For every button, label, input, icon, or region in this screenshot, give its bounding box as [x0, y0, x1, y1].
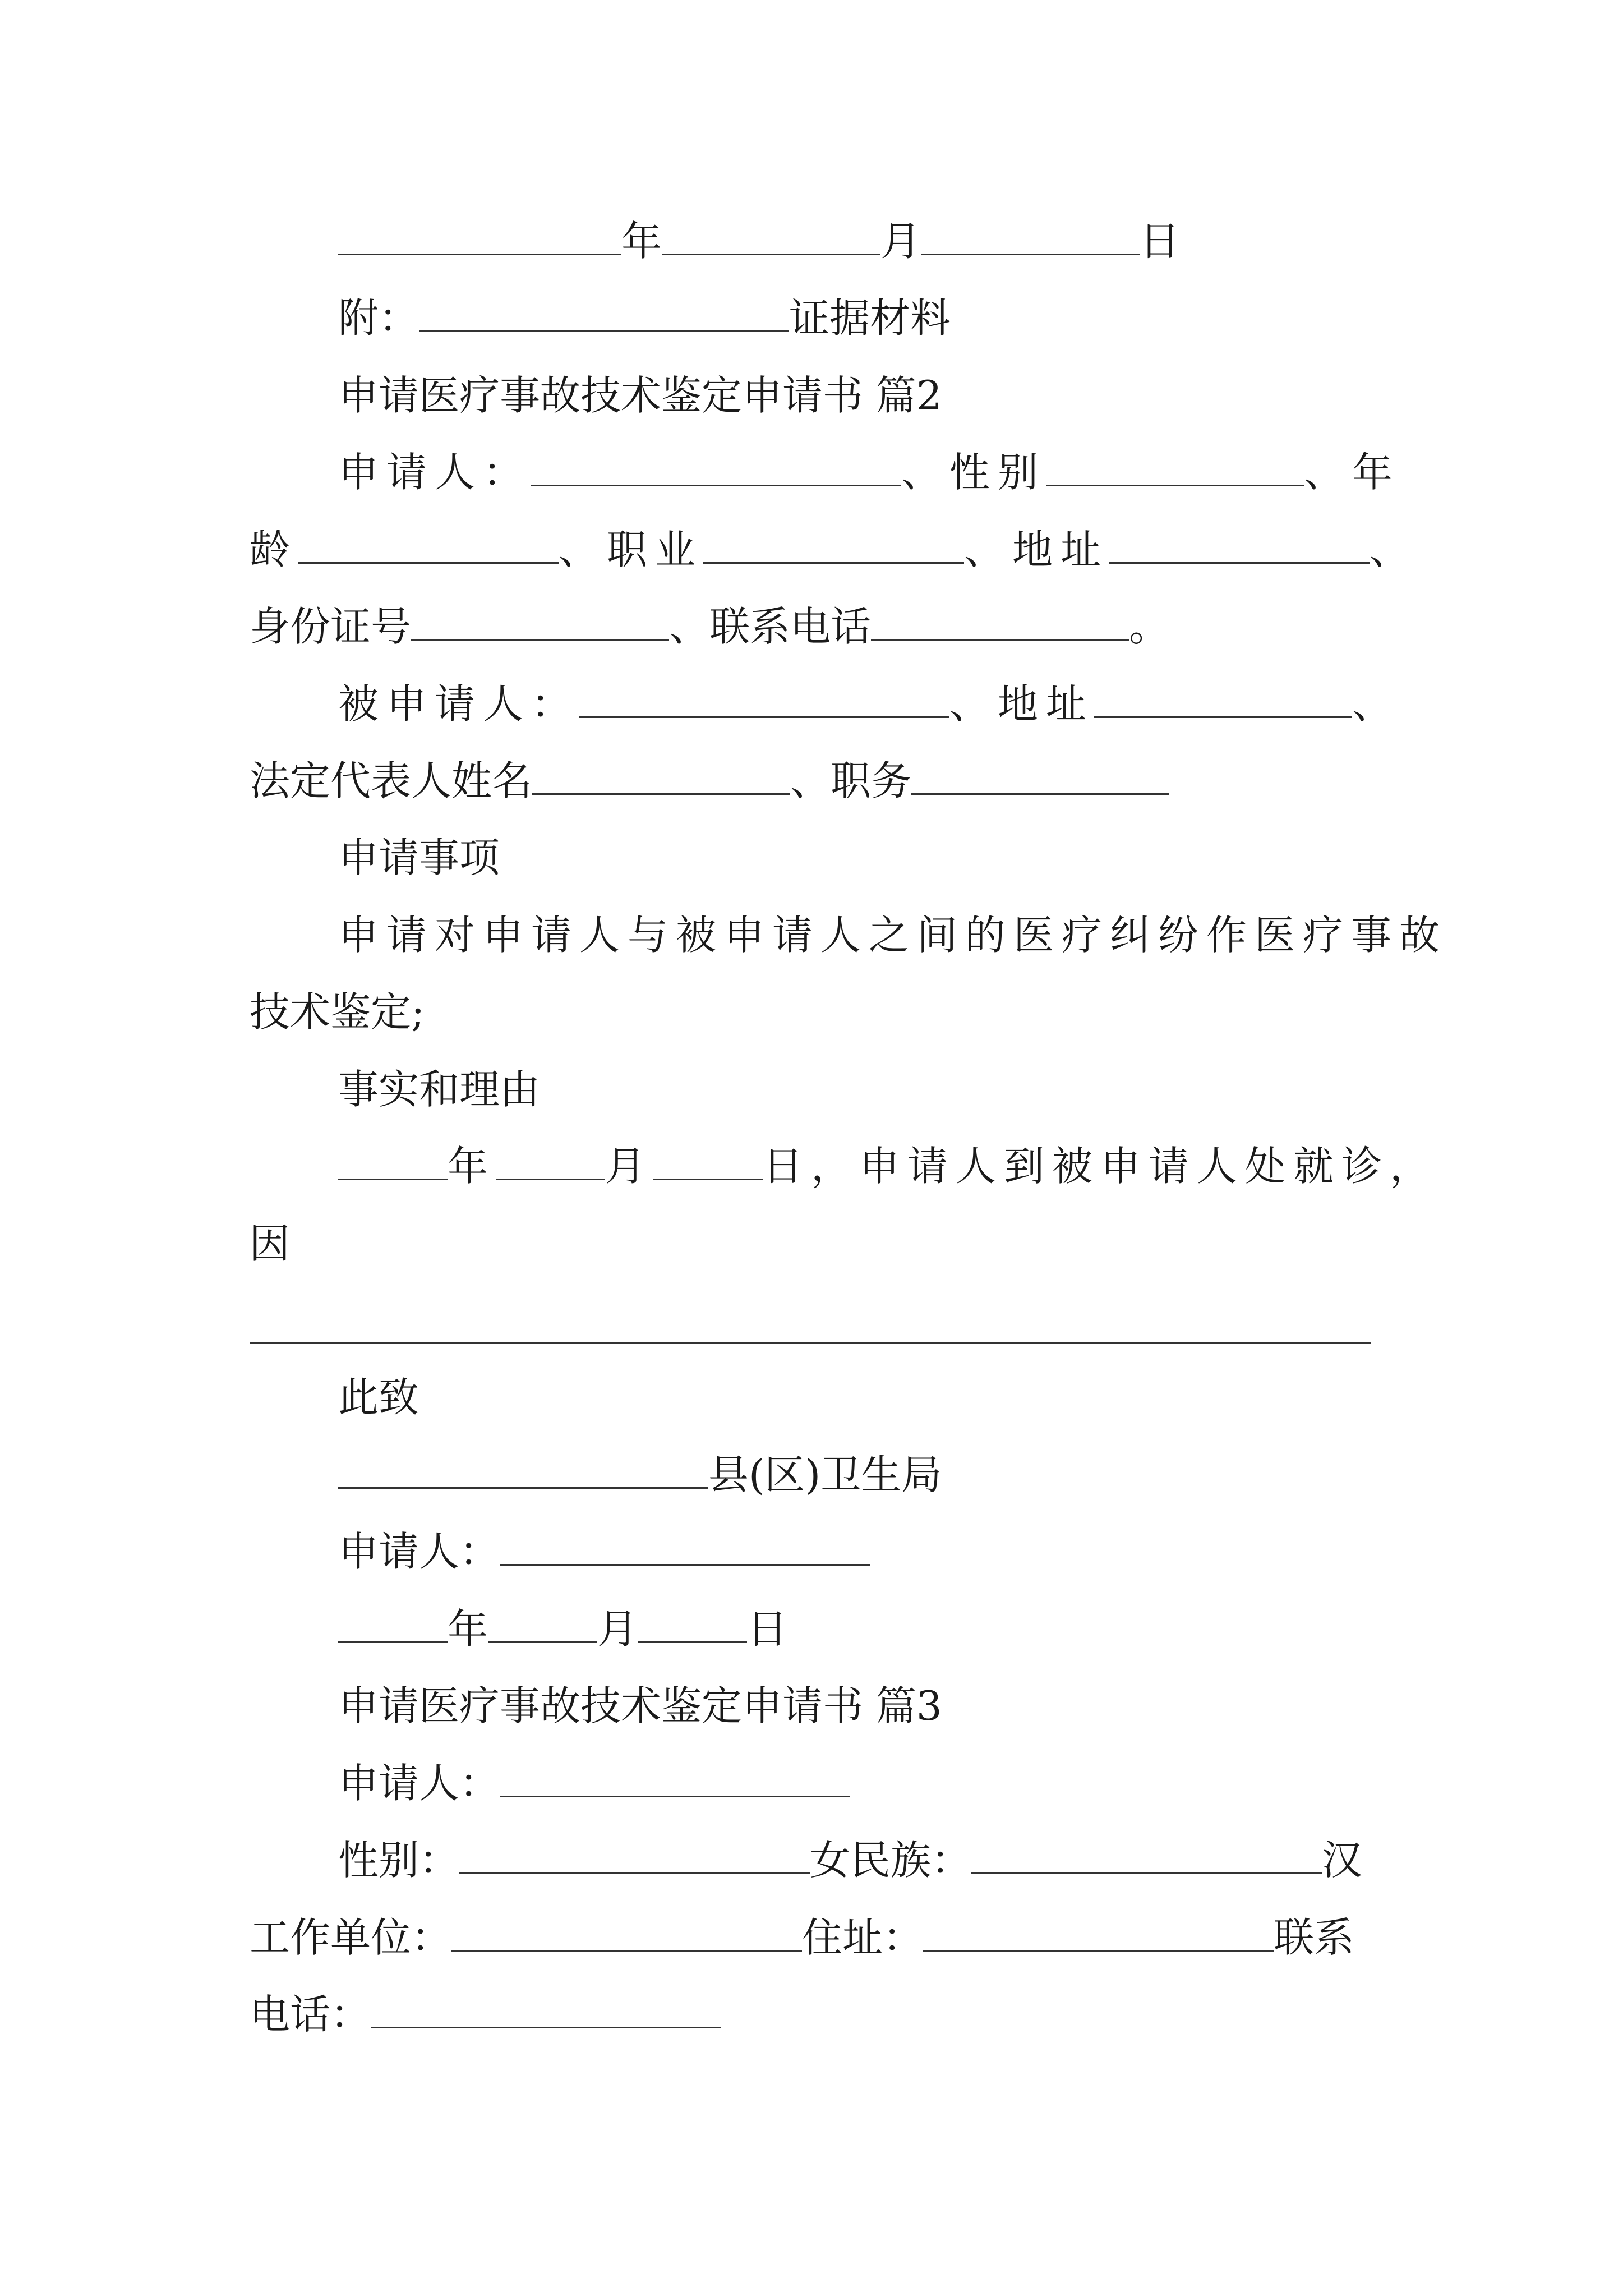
bureau-label: 县(区)卫生局: [708, 1451, 942, 1498]
address-comma: 、: [1370, 526, 1418, 573]
id-phone-line: [0, 596, 1169, 657]
section3-phone-label: 电话：: [250, 1991, 371, 2038]
applicant-label: 申请人：: [338, 449, 532, 496]
month-blank[interactable]: [662, 220, 880, 255]
section3-title: 申请医疗事故技术鉴定申请书 篇3: [338, 1682, 942, 1729]
sign-blank[interactable]: [500, 1530, 870, 1566]
section3-applicant-line: [0, 1752, 850, 1814]
sign-line: [0, 1521, 870, 1582]
respondent-address-label: 、地址: [949, 680, 1095, 728]
id-blank[interactable]: [411, 605, 669, 641]
section3-gender-blank[interactable]: [459, 1839, 810, 1874]
matters-text-line1: 申请对申请人与被申请人之间的医疗纠纷作医疗事故: [338, 912, 1448, 959]
section3-work-line: [0, 1907, 1354, 1968]
section3-contact-label-start: 联系: [1274, 1914, 1355, 1961]
year-label: 年: [621, 218, 662, 265]
month-label: 月: [880, 218, 921, 265]
id-label: 身份证号: [250, 603, 412, 650]
attachment-line: [0, 287, 951, 349]
position-label: 、职务: [790, 757, 912, 804]
phone-label: 、联系电话: [669, 603, 872, 650]
facts-month-blank[interactable]: [496, 1145, 605, 1180]
sign-day-label: 日: [747, 1605, 788, 1653]
section3-gender-label: 性别：: [338, 1837, 460, 1884]
matters-heading: 申请事项: [338, 834, 500, 881]
facts-year-label: 年: [448, 1143, 496, 1190]
phone-blank[interactable]: [871, 605, 1129, 641]
sign-day-blank[interactable]: [638, 1608, 747, 1643]
facts-cause: 因: [250, 1220, 291, 1267]
attachment-prefix: 附：: [338, 295, 419, 342]
date-line: [0, 210, 1180, 272]
section3-address-label: 住址：: [802, 1914, 924, 1961]
legal-rep-line: [0, 750, 1169, 812]
attachment-blank[interactable]: [419, 297, 789, 332]
section3-phone-line: [0, 1984, 721, 2045]
section3-applicant-blank[interactable]: [500, 1762, 850, 1797]
facts-day-blank[interactable]: [653, 1145, 763, 1180]
age-blank[interactable]: [298, 528, 559, 564]
respondent-label: 被申请人：: [338, 680, 580, 728]
age-label-end: 龄: [250, 526, 298, 573]
section3-ethnicity-label: 女民族：: [810, 1837, 972, 1884]
facts-blank-rule[interactable]: [250, 1342, 1371, 1344]
closing: 此致: [338, 1374, 419, 1421]
facts-year-blank[interactable]: [338, 1145, 448, 1180]
address-label: 、地址: [964, 526, 1109, 573]
section3-work-blank[interactable]: [451, 1916, 802, 1952]
day-label: 日: [1140, 218, 1181, 265]
sign-year-label: 年: [448, 1605, 488, 1653]
applicant-name-blank[interactable]: [531, 451, 901, 486]
occupation-label: 、职业: [559, 526, 704, 573]
section3-address-blank[interactable]: [923, 1916, 1274, 1952]
facts-day-text: 日，申请人到被申请人处就诊，: [763, 1143, 1438, 1190]
section3-ethnicity-value: 汉: [1322, 1837, 1363, 1884]
sign-month-blank[interactable]: [488, 1608, 597, 1643]
sign-month-label: 月: [597, 1605, 638, 1653]
section3-work-label: 工作单位：: [250, 1914, 452, 1961]
address-blank[interactable]: [1109, 528, 1370, 564]
year-blank[interactable]: [338, 220, 621, 255]
period: 。: [1129, 603, 1170, 650]
bureau-line: [0, 1444, 942, 1506]
position-blank[interactable]: [911, 760, 1169, 795]
respondent-line: [0, 673, 1400, 735]
respondent-address-blank[interactable]: [1094, 683, 1352, 718]
sign-label: 申请人：: [338, 1528, 500, 1575]
section2-title: 申请医疗事故技术鉴定申请书 篇2: [338, 372, 942, 419]
gender-label: 、性别: [901, 449, 1046, 496]
section3-applicant-label: 申请人：: [338, 1760, 500, 1807]
age-occupation-line: [0, 519, 1418, 581]
facts-date-line: [0, 1135, 1438, 1197]
section3-ethnicity-blank[interactable]: [971, 1839, 1322, 1874]
sign-year-blank[interactable]: [338, 1608, 448, 1643]
section3-phone-blank[interactable]: [371, 1993, 721, 2028]
day-blank[interactable]: [921, 220, 1140, 255]
section3-gender-line: [0, 1829, 1362, 1891]
age-label-start: 、年: [1304, 449, 1401, 496]
occupation-blank[interactable]: [703, 528, 964, 564]
sign-date-line: [0, 1598, 787, 1660]
legal-rep-blank[interactable]: [532, 760, 790, 795]
county-blank[interactable]: [338, 1453, 708, 1489]
applicant-line: [0, 441, 1400, 503]
respondent-blank[interactable]: [579, 683, 949, 718]
gender-blank[interactable]: [1046, 451, 1304, 486]
facts-heading: 事实和理由: [338, 1066, 541, 1113]
respondent-comma: 、: [1352, 680, 1401, 728]
legal-rep-label: 法定代表人姓名: [250, 757, 533, 804]
matters-text-line2: 技术鉴定;: [250, 988, 425, 1036]
facts-month-label: 月: [605, 1143, 654, 1190]
attachment-suffix: 证据材料: [789, 295, 951, 342]
